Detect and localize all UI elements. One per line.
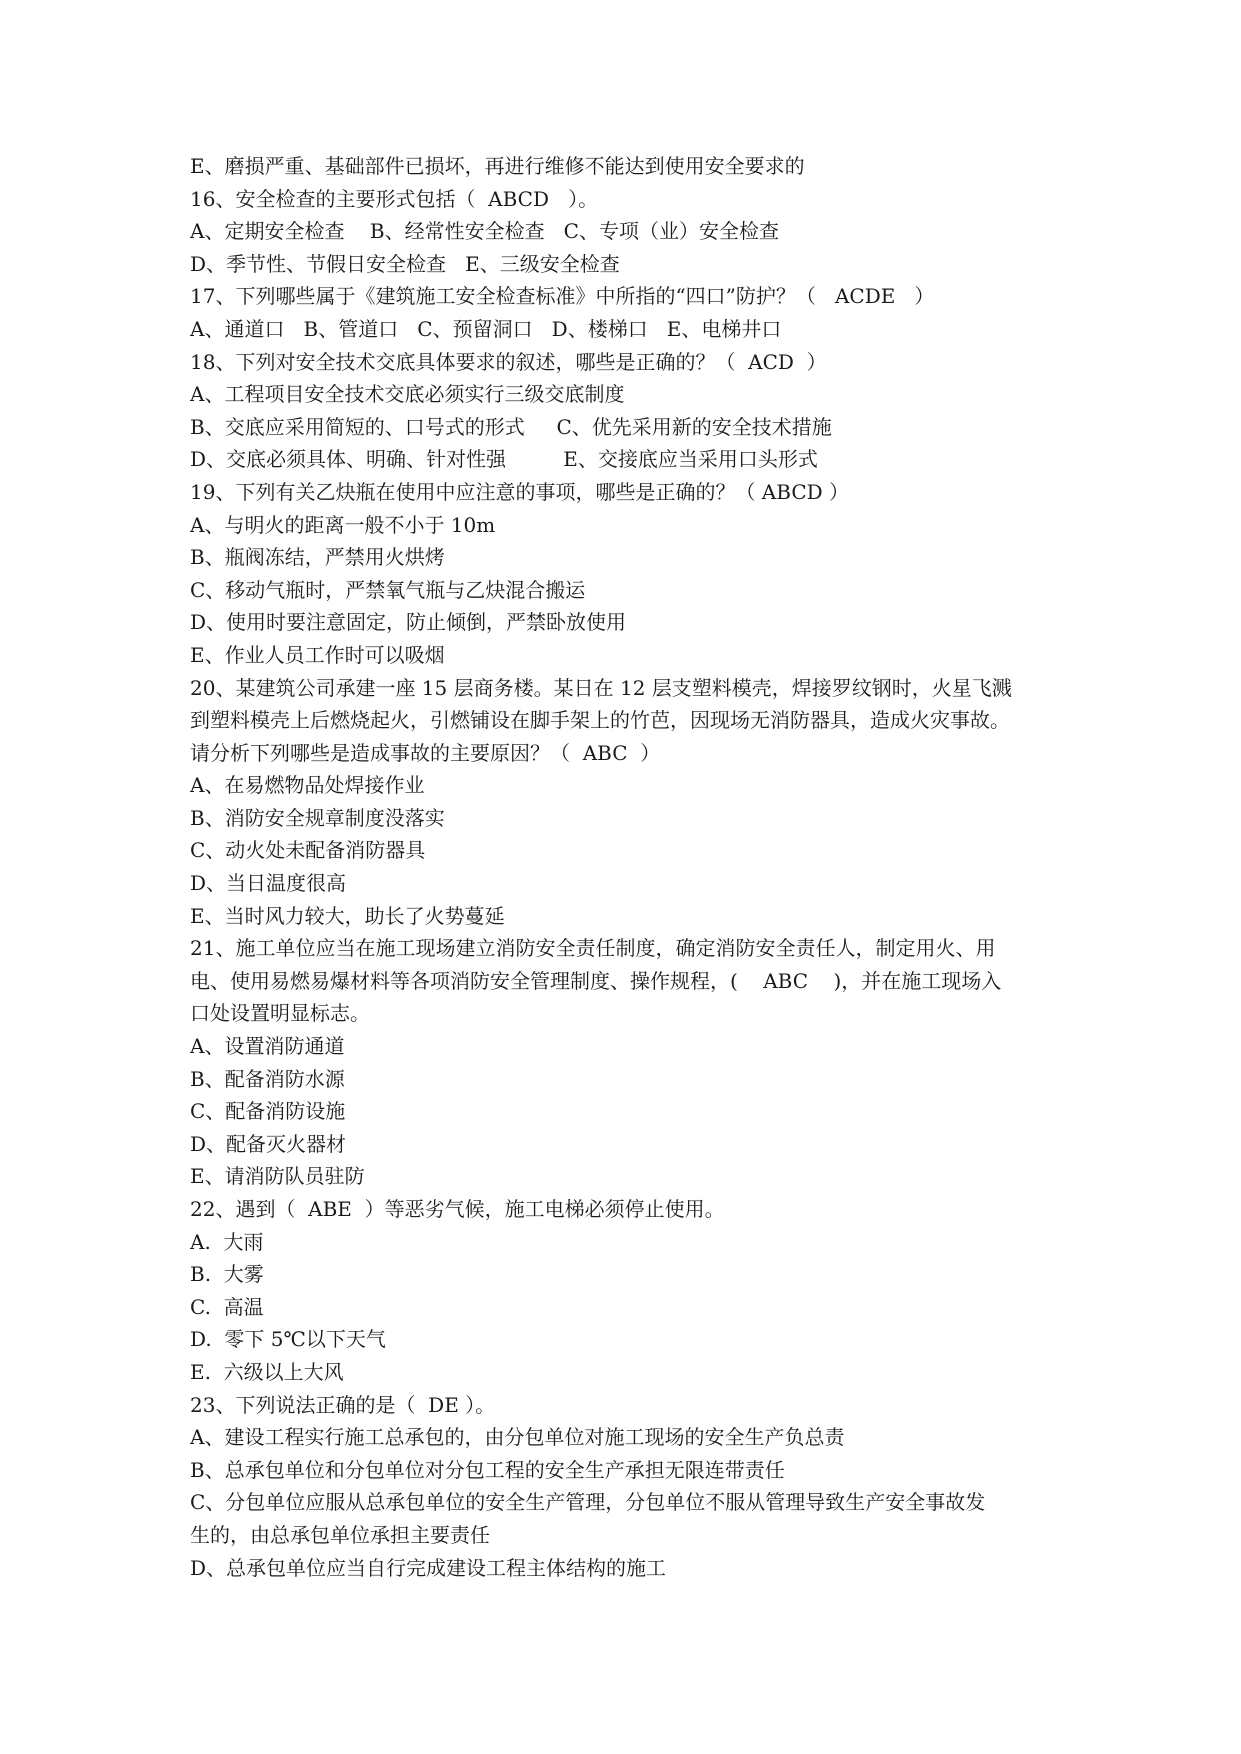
text-line: E、请消防队员驻防 <box>190 1164 365 1189</box>
question-22: 22、遇到（ ABE ）等恶劣气候，施工电梯必须停止使用。 <box>190 1197 725 1221</box>
text-line: A、设置消防通道 <box>190 1034 345 1059</box>
text-line: D、季节性、节假日安全检查 E、三级安全检查 <box>190 251 620 276</box>
text-line: D、交底必须具体、明确、针对性强 E、交接底应当采用口头形式 <box>190 447 818 472</box>
text-line: A、与明火的距离一般不小于 10m <box>190 512 496 537</box>
text-line: D、配备灭火器材 <box>190 1131 347 1156</box>
question-19: 19、下列有关乙炔瓶在使用中应注意的事项，哪些是正确的？（ ABCD ） <box>190 479 850 504</box>
text-line: B、总承包单位和分包单位对分包工程的安全生产承担无限连带责任 <box>190 1457 785 1482</box>
text-line: A、定期安全检查 B、经常性安全检查 C、专项（业）安全检查 <box>190 219 779 244</box>
question-16: 16、安全检查的主要形式包括（ ABCD ）。 <box>190 186 599 211</box>
text-line: D. 零下 5℃以下天气 <box>190 1327 386 1352</box>
text-line: A、建设工程实行施工总承包的，由分包单位对施工现场的安全生产负总责 <box>190 1425 845 1450</box>
text-line: A、通道口 B、管道口 C、预留洞口 D、楼梯口 E、电梯井口 <box>190 316 782 341</box>
text-line: E、作业人员工作时可以吸烟 <box>190 642 445 667</box>
question-18: 18、下列对安全技术交底具体要求的叙述，哪些是正确的？（ ACD ） <box>190 349 827 374</box>
document-page <box>190 150 1070 1584</box>
text-line: C、移动气瓶时，严禁氧气瓶与乙炔混合搬运 <box>190 577 586 602</box>
text-line: D、使用时要注意固定，防止倾倒，严禁卧放使用 <box>190 610 627 635</box>
text-line: B、瓶阀冻结，严禁用火烘烤 <box>190 545 445 570</box>
text-line: E、当时风力较大，助长了火势蔓延 <box>190 903 505 928</box>
question-20: 20、某建筑公司承建一座 15 层商务楼。某日在 12 层支塑料模壳，焊接罗纹钢时，火星飞溅 <box>190 675 1012 700</box>
text-line: A、工程项目安全技术交底必须实行三级交底制度 <box>190 382 625 407</box>
text-line: 口处设置明显标志。 <box>190 1001 370 1026</box>
question-21: 21、施工单位应当在施工现场建立消防安全责任制度，确定消防安全责任人，制定用火、用 <box>190 936 996 961</box>
text-line: D、总承包单位应当自行完成建设工程主体结构的施工 <box>190 1555 667 1580</box>
text-line: D、当日温度很高 <box>190 871 347 896</box>
text-line: C. 高温 <box>190 1294 264 1319</box>
text-line: 生的，由总承包单位承担主要责任 <box>190 1522 490 1547</box>
question-23: 23、下列说法正确的是（ DE ）。 <box>190 1392 496 1417</box>
text-line: C、分包单位应服从总承包单位的安全生产管理，分包单位不服从管理导致生产安全事故发 <box>190 1490 986 1515</box>
text-line: B、交底应采用简短的、口号式的形式 C、优先采用新的安全技术措施 <box>190 414 832 439</box>
text-line: E、磨损严重、基础部件已损坏，再进行维修不能达到使用安全要求的 <box>190 154 805 178</box>
question-17: 17、下列哪些属于《建筑施工安全检查标准》中所指的“四口”防护？（ ACDE ） <box>190 284 935 309</box>
text-line: B、配备消防水源 <box>190 1066 345 1091</box>
text-line: A、在易燃物品处焊接作业 <box>190 773 425 798</box>
text-line: 电、使用易燃易爆材料等各项消防安全管理制度、操作规程，( ABC )，并在施工现场入 <box>190 968 1002 993</box>
text-line: E. 六级以上大风 <box>190 1359 344 1384</box>
text-line: A. 大雨 <box>190 1229 264 1254</box>
text-line: B、消防安全规章制度没落实 <box>190 805 445 830</box>
text-line: C、配备消防设施 <box>190 1099 346 1124</box>
text-line: C、动火处未配备消防器具 <box>190 838 426 863</box>
text-line: 到塑料模壳上后燃烧起火，引燃铺设在脚手架上的竹芭，因现场无消防器具，造成火灾事故。 <box>190 708 1010 733</box>
text-line: 请分析下列哪些是造成事故的主要原因？（ ABC ） <box>190 740 661 765</box>
text-line: B. 大雾 <box>190 1262 264 1287</box>
